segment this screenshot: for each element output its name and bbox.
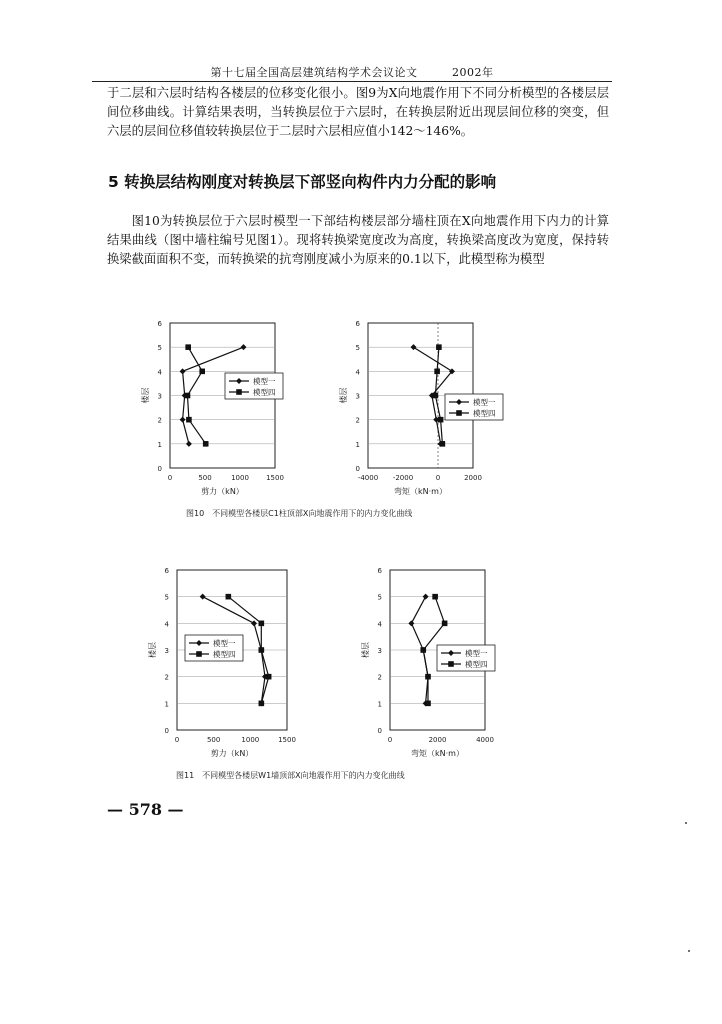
legend-label: 模型一 [465,649,488,658]
x-axis-label: 弯矩（kN·m） [411,749,464,758]
y-axis-label: 楼层 [339,387,348,404]
y-tick-label: 3 [157,392,162,401]
x-tick-label: 1500 [278,736,296,744]
y-tick-label: 3 [164,647,169,655]
paragraph-2: 图10为转换层位于六层时模型一下部结构楼层部分墙柱顶在X向地震作用下内力的计算结果曲线（图中墙柱编号见图1）。现将转换梁宽度改为高度，转换梁高度改为宽度，保持转换梁截面面积不变，而转换梁的抗弯刚度减小为原来的0.1以下，此模型称为模型 [107,214,609,266]
data-point-square [432,594,438,600]
data-point-square [259,621,265,627]
data-point-square [438,417,444,423]
paragraph-1: 于二层和六层时结构各楼层的位移变化很小。图9为X向地震作用下不同分析模型的各楼层层间位移曲线。计算结果表明，当转换层位于六层时，在转换层附近出现层间位移的突变，但六层的层间位移值较转换层位于二层时六层相应值小142～146%。 [107,86,609,138]
x-axis-label: 剪力（kN） [210,749,254,758]
data-point-square [185,393,191,399]
data-point-square [425,674,431,680]
data-point-diamond [186,441,192,447]
legend-label: 模型一 [253,377,276,386]
legend-label: 模型四 [213,650,236,659]
y-tick-label: 4 [355,368,360,377]
x-tick-label: 0 [435,474,441,482]
y-tick-label: 3 [355,392,360,401]
data-point-square [203,441,209,447]
data-point-diamond [408,620,414,626]
x-axis-label: 弯矩（kN·m） [394,487,447,496]
x-tick-label: 500 [198,474,212,482]
data-point-diamond [423,594,429,600]
legend-label: 模型一 [213,639,236,648]
y-tick-label: 1 [355,440,360,449]
data-point-diamond [241,344,247,350]
y-tick-label: 6 [377,567,382,575]
data-point-square [433,393,439,399]
y-tick-label: 0 [157,465,162,473]
data-point-square [186,417,192,423]
section-title: 5 转换层结构刚度对转换层下部竖向构件内力分配的影响 [108,173,497,191]
legend-label: 模型一 [473,398,496,407]
x-tick-label: 0 [174,736,180,744]
x-tick-label: 0 [387,736,393,744]
y-tick-label: 6 [157,320,162,328]
scan-speck [688,950,690,952]
x-tick-label: 0 [167,474,173,482]
y-tick-label: 5 [157,344,162,353]
legend-label: 模型四 [253,388,276,397]
x-tick-label: 1500 [266,474,284,482]
legend-label: 模型四 [465,660,488,669]
x-tick-label: 4000 [476,736,494,744]
chart-svg [130,318,330,503]
y-tick-label: 5 [164,593,169,602]
x-tick-label: 500 [206,736,221,744]
y-axis-label: 楼层 [361,642,370,658]
scan-speck [685,822,687,824]
legend-swatch-square [196,651,202,657]
data-point-square [185,344,191,350]
data-point-diamond [200,594,206,600]
y-tick-label: 4 [164,620,169,629]
y-tick-label: 5 [355,344,360,353]
y-tick-label: 4 [377,620,382,629]
data-point-square [436,344,442,350]
data-point-diamond [180,368,186,374]
y-tick-label: 0 [355,465,360,473]
y-tick-label: 2 [355,416,360,425]
data-point-diamond [180,417,186,423]
data-point-square [434,369,440,375]
x-tick-label: 1000 [241,736,260,744]
x-tick-label: 2000 [464,474,482,482]
x-axis-label: 剪力（kN） [201,487,244,496]
chart-fig10-shear [130,318,330,503]
x-tick-label: 2000 [428,736,447,744]
data-point-diamond [251,620,257,626]
x-tick-label: -2000 [392,474,414,482]
running-header: 第十七届全国高层建筑结构学术会议论文 2002年 [210,66,494,79]
header-rule [92,81,612,82]
y-tick-label: 1 [164,700,169,709]
data-point-square [425,701,431,707]
data-point-square [259,701,265,707]
figure-10-caption: 图10 不同模型各楼层C1柱顶部X向地震作用下的内力变化曲线 [186,509,413,518]
y-tick-label: 6 [355,320,360,328]
figure-11-caption: 图11 不同模型各楼层W1墙顶部X向地震作用下的内力变化曲线 [176,771,405,780]
data-point-square [226,594,232,600]
chart-svg [135,560,335,765]
legend-swatch-square [448,661,454,667]
data-point-diamond [411,344,417,350]
y-tick-label: 2 [377,673,382,682]
y-tick-label: 0 [164,727,169,735]
chart-svg [330,318,530,503]
page-number: — 578 — [107,800,184,819]
chart-svg [345,560,545,765]
y-tick-label: 3 [377,647,382,655]
y-tick-label: 0 [377,727,382,735]
y-tick-label: 1 [377,700,382,709]
data-point-square [440,441,446,447]
y-axis-label: 楼层 [148,642,157,658]
data-point-square [420,647,426,653]
y-tick-label: 4 [157,368,162,377]
data-point-square [199,369,205,375]
y-axis-label: 楼层 [141,387,150,404]
y-tick-label: 6 [164,567,169,575]
chart-fig10-moment [330,318,530,503]
chart-fig11-moment [345,560,545,765]
y-tick-label: 1 [157,440,162,449]
legend-swatch-square [456,410,462,416]
chart-fig11-shear [135,560,335,765]
y-tick-label: 5 [377,593,382,602]
y-tick-label: 2 [157,416,162,425]
x-tick-label: 1000 [231,474,249,482]
x-tick-label: -4000 [357,474,379,482]
data-point-square [259,647,265,653]
y-tick-label: 2 [164,673,169,682]
data-point-square [266,674,272,680]
legend-swatch-square [236,389,242,395]
legend-label: 模型四 [473,409,496,418]
data-point-square [442,621,448,627]
